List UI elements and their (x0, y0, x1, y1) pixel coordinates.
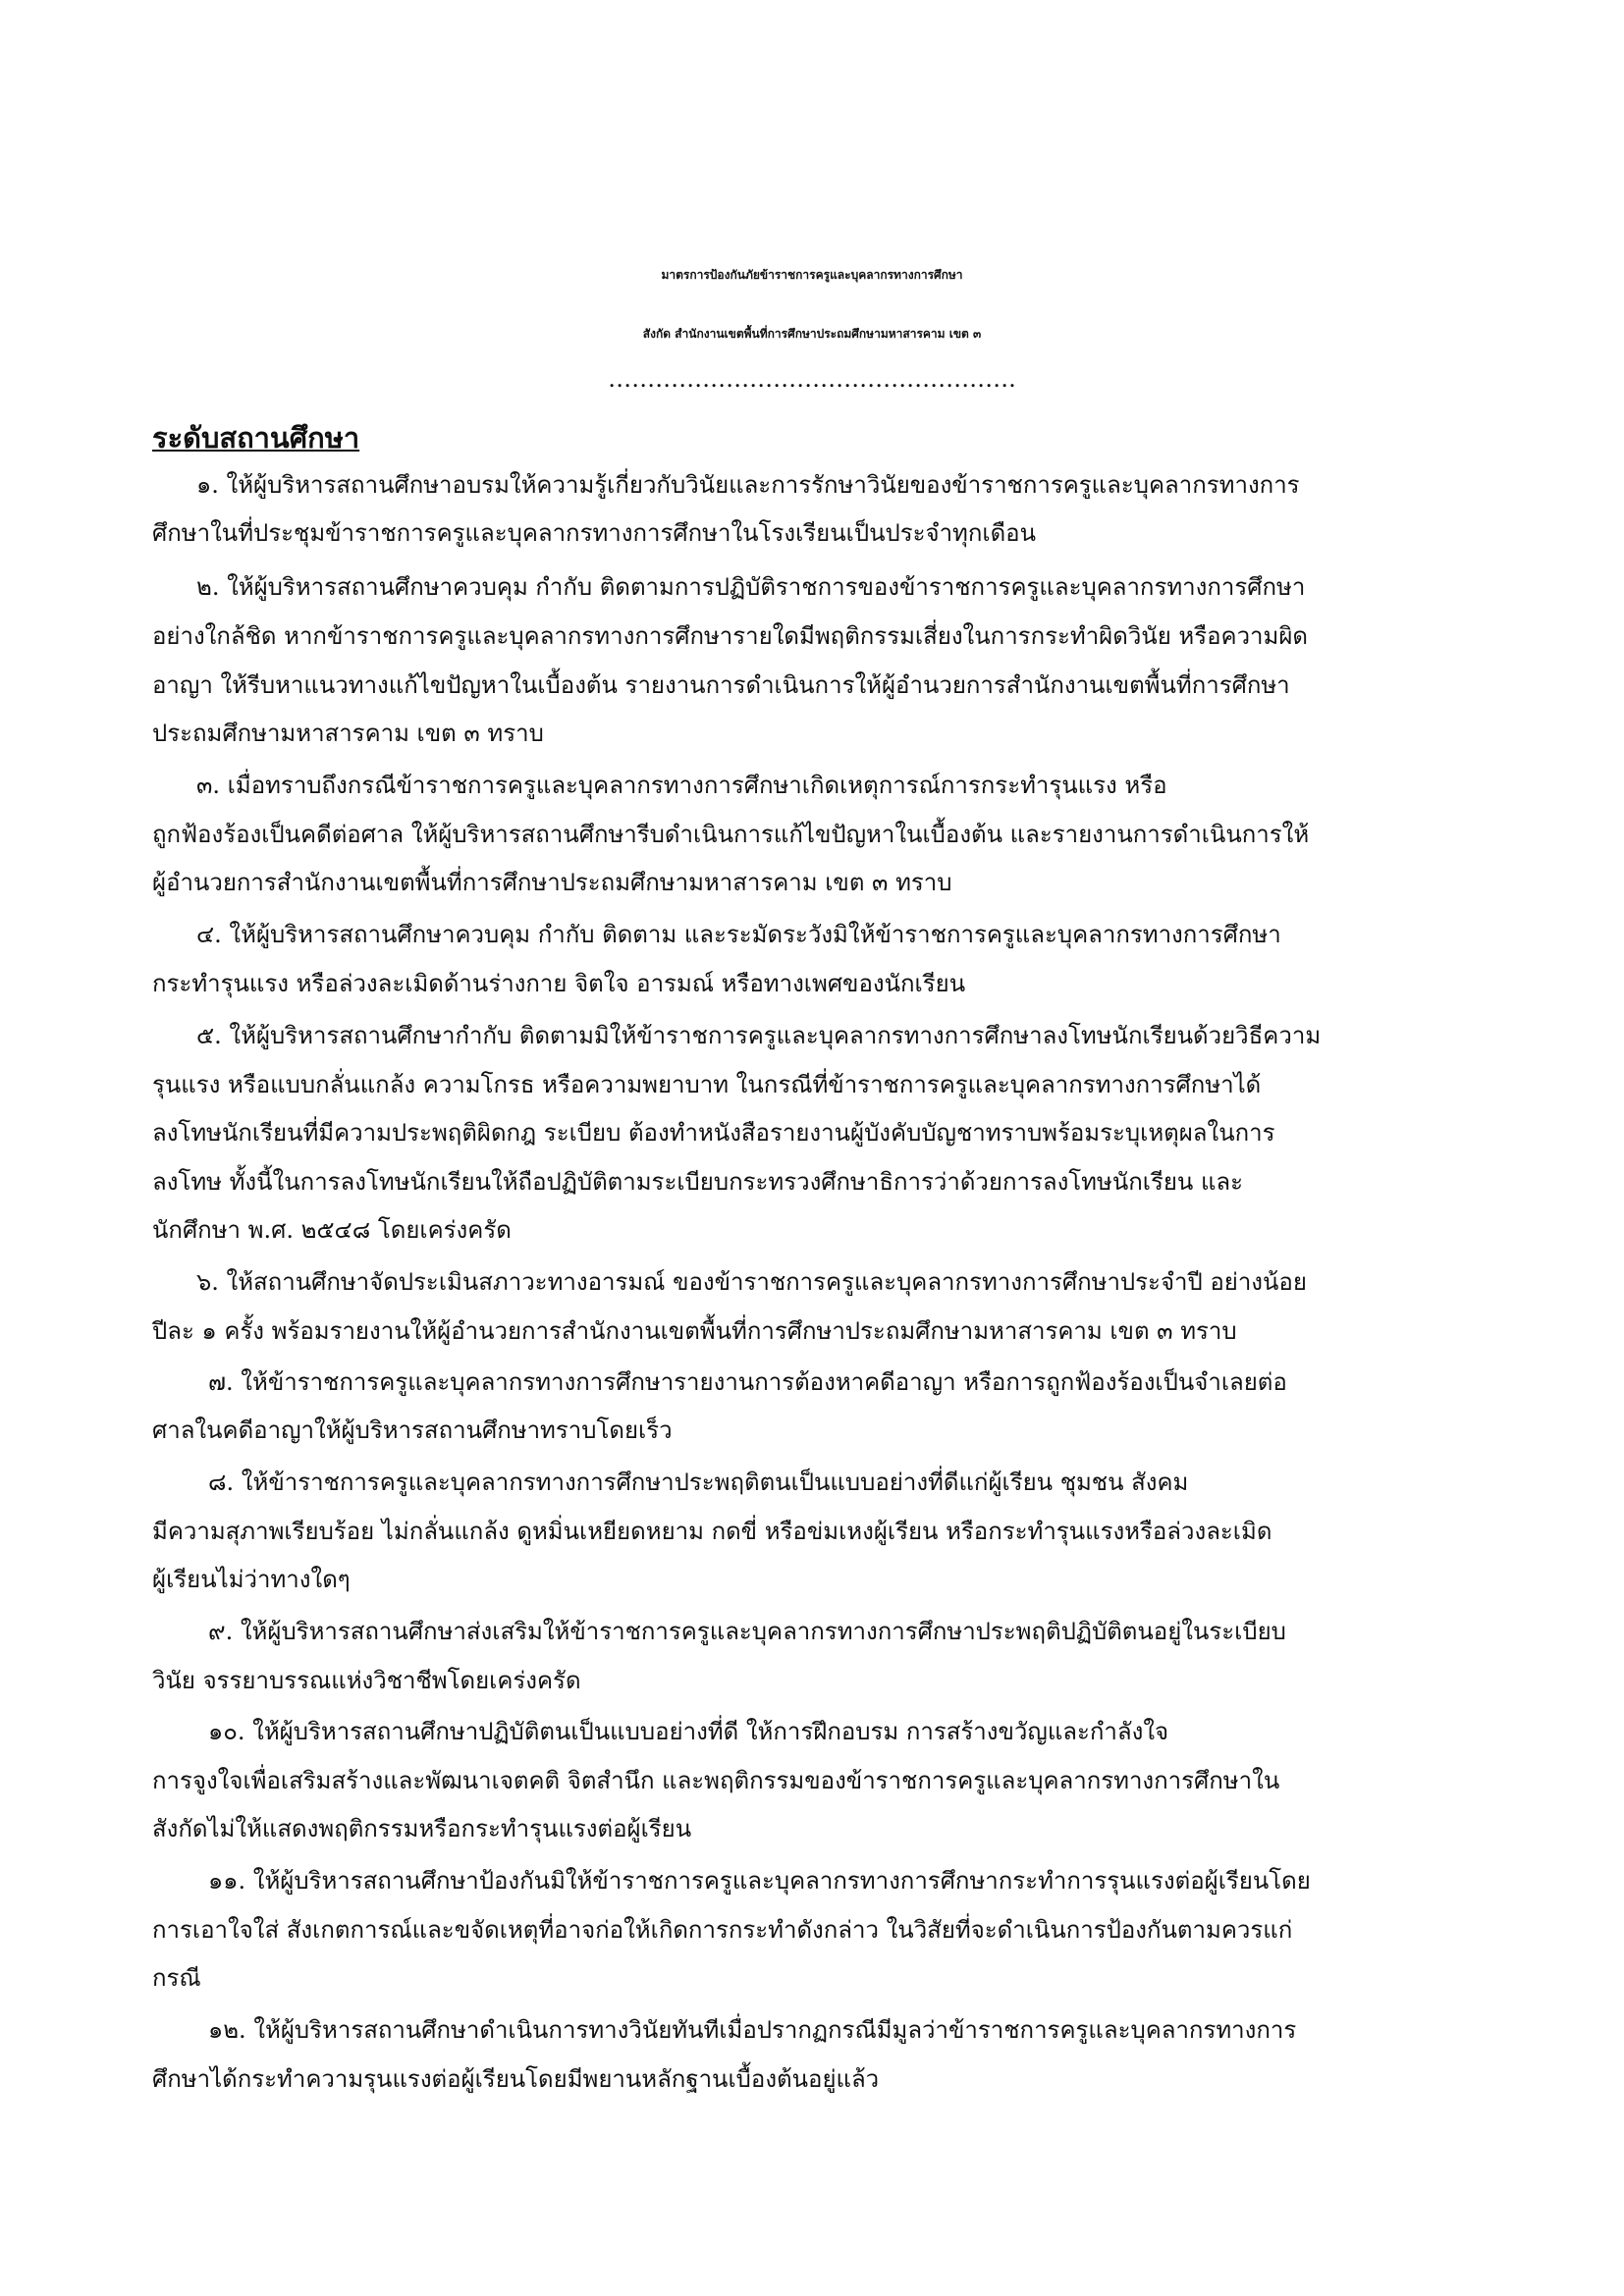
measure-10-line: การจูงใจเพื่อเสริมสร้างและพัฒนาเจตคติ จิตสำนึก และพฤติกรรมของข้าราชการครูและบุคลากรทางการศึกษาใน (152, 1767, 1280, 1794)
measure-5-line: ลงโทษ ทั้งนี้ในการลงโทษนักเรียนให้ถือปฏิบัติตามระเบียบกระทรวงศึกษาธิการว่าด้วยการลงโทษนักเรียน และ (152, 1168, 1244, 1196)
measure-1-line: ศึกษาในที่ประชุมข้าราชการครูและบุคลากรทางการศึกษาในโรงเรียนเป็นประจำทุกเดือน (152, 519, 1036, 547)
measure-10-line: ๑๐. ให้ผู้บริหารสถานศึกษาปฏิบัติตนเป็นแบบอย่างที่ดี ให้การฝึกอบรม การสร้างขวัญและกำลังใจ (208, 1718, 1169, 1745)
measure-11-line: กรณี (152, 1964, 201, 1992)
measure-5-line: ลงโทษนักเรียนที่มีความประพฤติผิดกฎ ระเบียบ ต้องทำหนังสือรายงานผู้บังคับบัญชาทราบพร้อมระบุเหตุผลในการ (152, 1119, 1275, 1147)
measure-2-line: ๒. ให้ผู้บริหารสถานศึกษาควบคุม กำกับ ติดตามการปฏิบัติราชการของข้าราชการครูและบุคลากรทางการศึกษา (196, 573, 1306, 601)
measure-3-line: ๓. เมื่อทราบถึงกรณีข้าราชการครูและบุคลากรทางการศึกษาเกิดเหตุการณ์การกระทำรุนแรง หรือ (196, 772, 1167, 799)
measure-2-line: ประถมศึกษามหาสารคาม เขต ๓ ทราบ (152, 720, 544, 747)
measure-11-line: การเอาใจใส่ สังเกตการณ์และขจัดเหตุที่อาจก่อให้เกิดการกระทำดังกล่าว ในวิสัยที่จะดำเนินการป้องกันตามควรแก่ (152, 1916, 1293, 1944)
measure-11-line: ๑๑. ให้ผู้บริหารสถานศึกษาป้องกันมิให้ข้าราชการครูและบุคลากรทางการศึกษากระทำการรุนแรงต่อผู้เรียนโดย (208, 1867, 1311, 1895)
measure-4-line: กระทำรุนแรง หรือล่วงละเมิดด้านร่างกาย จิตใจ อารมณ์ หรือทางเพศของนักเรียน (152, 970, 966, 997)
measure-9-line: ๙. ให้ผู้บริหารสถานศึกษาส่งเสริมให้ข้าราชการครูและบุคลากรทางการศึกษาประพฤติปฏิบัติตนอยู่ในระเบียบ (208, 1618, 1286, 1645)
measure-3-line: ถูกฟ้องร้องเป็นคดีต่อศาล ให้ผู้บริหารสถานศึกษารีบดำเนินการแก้ไขปัญหาในเบื้องต้น และรายงานการดำเนินการให้ (152, 821, 1310, 848)
measure-5-line: ๕. ให้ผู้บริหารสถานศึกษากำกับ ติดตามมิให้ข้าราชการครูและบุคลากรทางการศึกษาลงโทษนักเรียนด้วยวิธีความ (196, 1022, 1322, 1049)
measure-8-line: มีความสุภาพเรียบร้อย ไม่กลั่นแกล้ง ดูหมิ่นเหยียดหยาม กดขี่ หรือข่มเหงผู้เรียน หรือกระทำรุนแรงหรือล่วงละเมิด (152, 1518, 1272, 1545)
measure-6-line: ๖. ให้สถานศึกษาจัดประเมินสภาวะทางอารมณ์ ของข้าราชการครูและบุคลากรทางการศึกษาประจำปี อย่างน้อย (196, 1268, 1307, 1296)
measure-6-line: ปีละ ๑ ครั้ง พร้อมรายงานให้ผู้อำนวยการสำนักงานเขตพื้นที่การศึกษาประถมศึกษามหาสารคาม เขต ๓ ทราบ (152, 1317, 1237, 1345)
document-title-line-1: มาตรการป้องกันภัยข้าราชการครูและบุคลากรทางการศึกษา (661, 268, 963, 282)
measure-5-line: รุนแรง หรือแบบกลั่นแกล้ง ความโกรธ หรือความพยาบาท ในกรณีที่ข้าราชการครูและบุคลากรทางการศึกษาได้ (152, 1071, 1262, 1098)
title-separator: ……………………………………………. (608, 365, 1016, 393)
measure-2-line: อย่างใกล้ชิด หากข้าราชการครูและบุคลากรทางการศึกษารายใดมีพฤติกรรมเสี่ยงในการกระทำผิดวินัย หรือความผิด (152, 622, 1308, 650)
measure-7-line: ๗. ให้ข้าราชการครูและบุคลากรทางการศึกษารายงานการต้องหาคดีอาญา หรือการถูกฟ้องร้องเป็นจำเลยต่อ (208, 1368, 1287, 1396)
measure-2-line: อาญา ให้รีบหาแนวทางแก้ไขปัญหาในเบื้องต้น รายงานการดำเนินการให้ผู้อำนวยการสำนักงานเขตพื้นที่การศึกษา (152, 671, 1290, 699)
measure-3-line: ผู้อำนวยการสำนักงานเขตพื้นที่การศึกษาประถมศึกษามหาสารคาม เขต ๓ ทราบ (152, 869, 952, 896)
measure-12-line: ๑๒. ให้ผู้บริหารสถานศึกษาดำเนินการทางวินัยทันทีเมื่อปรากฏกรณีมีมูลว่าข้าราชการครูและบุคลากรทางการ (208, 2016, 1297, 2044)
measure-12-line: ศึกษาได้กระทำความรุนแรงต่อผู้เรียนโดยมีพยานหลักฐานเบื้องต้นอยู่แล้ว (152, 2065, 880, 2093)
document-title-line-2: สังกัด สำนักงานเขตพื้นที่การศึกษาประถมศึกษามหาสารคาม เขต ๓ (642, 327, 982, 341)
measure-10-line: สังกัดไม่ให้แสดงพฤติกรรมหรือกระทำรุนแรงต่อผู้เรียน (152, 1815, 692, 1842)
section-heading: ระดับสถานศึกษา (152, 421, 360, 454)
measure-8-line: ผู้เรียนไม่ว่าทางใดๆ (152, 1566, 351, 1593)
measure-1-line: ๑. ให้ผู้บริหารสถานศึกษาอบรมให้ความรู้เกี่ยวกับวินัยและการรักษาวินัยของข้าราชการครูและบุคลากรทางการ (196, 471, 1300, 499)
measure-7-line: ศาลในคดีอาญาให้ผู้บริหารสถานศึกษาทราบโดยเร็ว (152, 1416, 673, 1444)
measure-5-line: นักศึกษา พ.ศ. ๒๕๔๘ โดยเคร่งครัด (152, 1216, 512, 1244)
measure-9-line: วินัย จรรยาบรรณแห่งวิชาชีพโดยเคร่งครัด (152, 1667, 581, 1694)
measure-4-line: ๔. ให้ผู้บริหารสถานศึกษาควบคุม กำกับ ติดตาม และระมัดระวังมิให้ข้าราชการครูและบุคลากรทางการศึกษา (196, 921, 1281, 948)
measure-8-line: ๘. ให้ข้าราชการครูและบุคลากรทางการศึกษาประพฤติตนเป็นแบบอย่างที่ดีแก่ผู้เรียน ชุมชน สังคม (208, 1468, 1189, 1496)
